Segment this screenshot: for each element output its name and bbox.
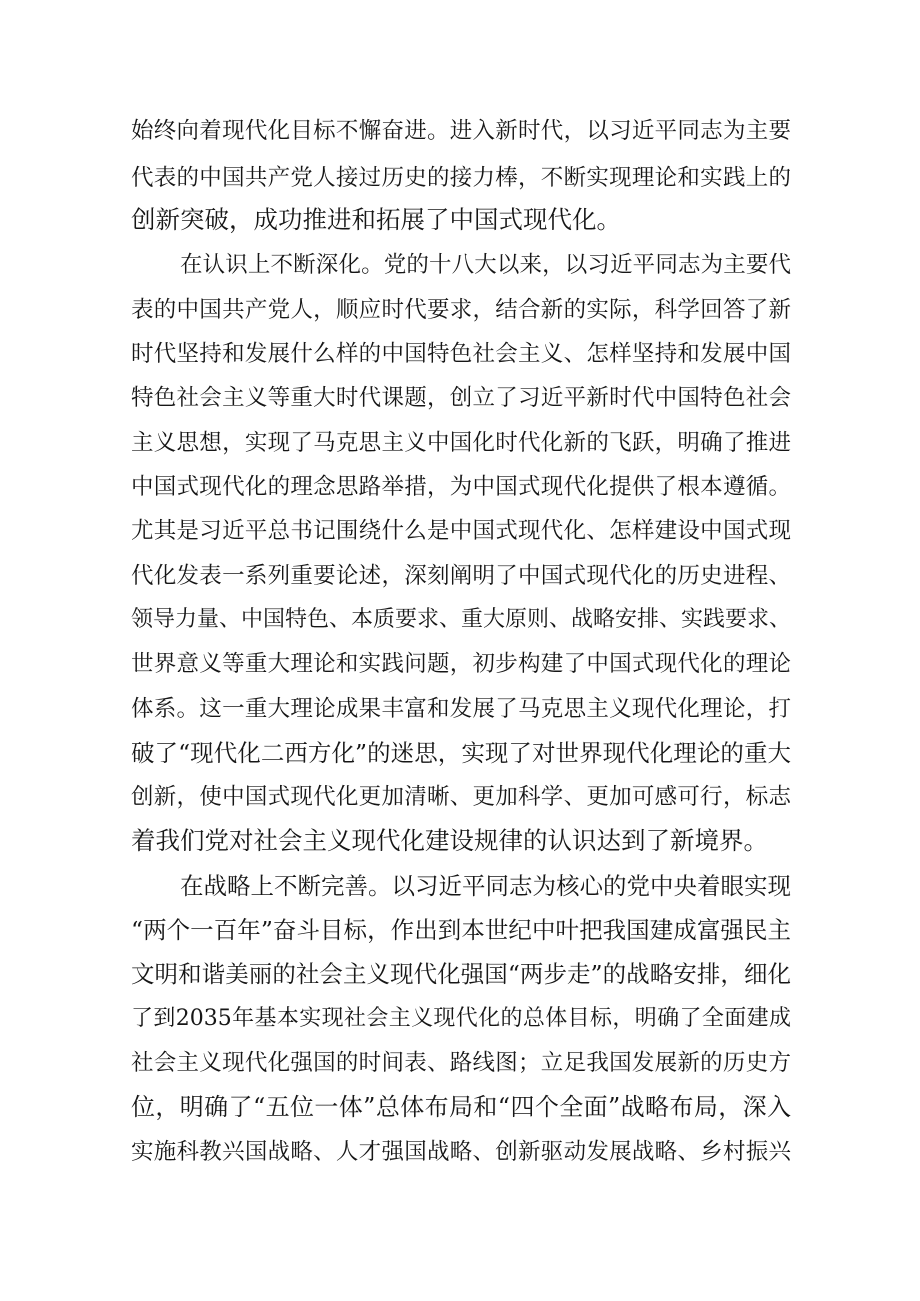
text-line: 特色社会主义等重大时代课题，创立了习近平新时代中国特色社会	[131, 385, 791, 411]
text-line: 时代坚持和发展什么样的中国特色社会主义、怎样坚持和发展中国	[131, 341, 791, 367]
text-line: 表的中国共产党人，顺应时代要求，结合新的实际，科学回答了新	[131, 297, 791, 323]
text-line: 代表的中国共产党人接过历史的接力棒，不断实现理论和实践上的	[131, 165, 791, 191]
text-line: 破了“现代化二西方化”的迷思，实现了对世界现代化理论的重大	[131, 739, 791, 767]
text-line: 创新，使中国式现代化更加清晰、更加科学、更加可感可行，标志	[131, 784, 791, 810]
text-line: 尤其是习近平总书记围绕什么是中国式现代化、怎样建设中国式现	[131, 518, 791, 544]
text-line: 世界意义等重大理论和实践问题，初步构建了中国式现代化的理论	[131, 651, 791, 677]
text-line: 了到2035年基本实现社会主义现代化的总体目标，明确了全面建成	[131, 1006, 791, 1031]
paragraph-start-line: 在认识上不断深化。党的十八大以来，以习近平同志为主要代	[180, 252, 791, 278]
text-line: 代化发表一系列重要论述，深刻阐明了中国式现代化的历史进程、	[131, 563, 791, 589]
text-line: 始终向着现代化目标不懈奋进。进入新时代，以习近平同志为主要	[131, 118, 791, 144]
text-line: 领导力量、中国特色、本质要求、重大原则、战略安排、实践要求、	[131, 607, 792, 632]
text-line: 创新突破，成功推进和拓展了中国式现代化。	[131, 205, 621, 234]
text-line: 着我们党对社会主义现代化建设规律的认识达到了新境界。	[131, 826, 768, 855]
text-line: “两个一百年”奋斗目标，作出到本世纪中叶把我国建成富强民主	[131, 916, 791, 944]
paragraph-start-line: 在战略上不断完善。以习近平同志为核心的党中央着眼实现	[180, 872, 791, 900]
text-line: 位，明确了“五位一体”总体布局和“四个全面”战略布局，深入	[131, 1093, 791, 1121]
text-line: 主义思想，实现了马克思主义中国化时代化新的飞跃，明确了推进	[131, 430, 791, 456]
text-line: 文明和谐美丽的社会主义现代化强国“两步走”的战略安排，细化	[131, 960, 791, 988]
text-line: 实施科教兴国战略、人才强国战略、创新驱动发展战略、乡村振兴	[131, 1139, 791, 1165]
text-line: 体系。这一重大理论成果丰富和发展了马克思主义现代化理论，打	[131, 696, 791, 722]
text-line: 中国式现代化的理念思路举措，为中国式现代化提供了根本遵循。	[131, 474, 791, 500]
text-line: 社会主义现代化强国的时间表、路线图；立足我国发展新的历史方	[131, 1050, 791, 1076]
